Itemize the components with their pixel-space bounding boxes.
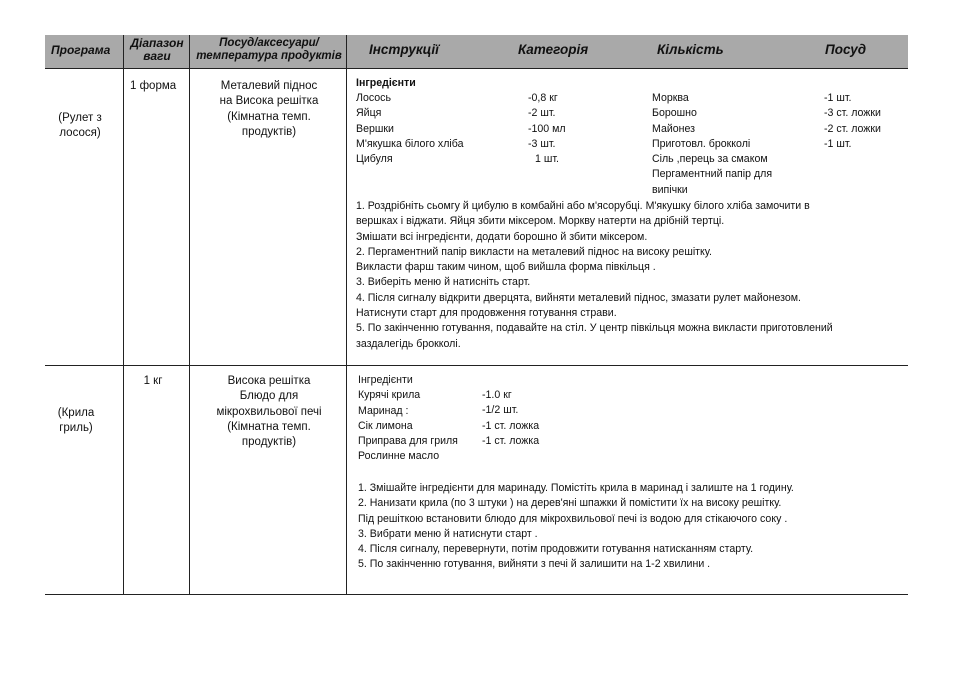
header-program: Програма [51,43,111,57]
ingredient-quantities: -0,8 кг -2 шт. -100 мл -3 шт. 1 шт. [528,92,566,166]
dishes-grilled-wings: Висока решітка Блюдо для мікрохвильової печі (Кімнатна темп. продуктів) [216,375,322,449]
weight-grilled-wings: 1 кг [143,375,163,387]
ingredients-title: Інгредієнти [356,77,416,89]
header-instructions: Інструкції [369,42,439,57]
table-bottom-line [45,594,908,595]
ingredient-list: Лосось Яйця Вершки М'якушка білого хліба Цибуля [356,92,464,166]
row-divider [45,365,908,366]
program-grilled-wings: (Крила гриль) [57,407,95,435]
header-cookware: Посуд [825,42,867,57]
ingredient-quantities: -1 шт. -3 ст. ложки -2 ст. ложки -1 шт. [824,92,881,150]
header-dishes: Посуд/аксесуари/ температура продуктів [196,37,342,62]
header-divider [45,68,908,69]
weight-salmon-roll: 1 форма [130,80,177,92]
header-quantity: Кількість [657,42,724,57]
ingredient-list: Морква Борошно Майонез Приготовл. брокколі Сіль ,перець за смаком Пергаментний папір для випічки [652,92,773,196]
ingredient-list: Інгредієнти Курячі крила Маринад : Сік лимона Приправа для гриля Рослинне масло [358,374,458,463]
ingredient-quantities: -1.0 кг -1/2 шт. -1 ст. ложка -1 ст. ложка [482,389,540,447]
header-weight-range: Діапазон ваги [130,36,184,63]
column-divider [123,35,124,595]
dishes-salmon-roll: Металевий піднос на Висока решітка (Кімнатна темп. продуктів) [219,80,319,138]
instruction-steps: 1. Роздрібніть сьомгу й цибулю в комбайні або м'ясорубці. М'якушку білого хліба замочити в вершках і віджати. Яйця збити міксером. Моркву натерти на дрібній тертці. Змішати всі інгредієнти, додати борошно й збити міксером. 2. Пергаментний папір викласти на металевий піднос на високу решітку. Викласти фарш таким чином, щоб вийшла форма півкільця . 3. Виберіть меню й натисніть старт. 4. Після сигналу відкрити дверцята, вийняти металевий піднос, змазати рулет майонезом. Натиснути старт для продовження готування страви. 5. По закінченню готування, подавайте на стіл. У центр півкільця можна викласти приготовлений заздалегідь брокколі. [356,200,833,350]
instruction-steps: 1. Змішайте інгредієнти для маринаду. Помістіть крила в маринад і залиште на 1 годину. 2. Нанизати крила (по 3 штуки ) на дерев'яні шпажки й помістити їх на високу решітку. Під решіткою встановити блюдо для мікрохвильової печі із водою для стікаючого соку . 3. Вибрати меню й натиснути старт . 4. Після сигналу, перевернути, потім продовжити готування натисканням старту. 5. По закінченню готування, вийняти з печі й залишити на 1-2 хвилини . [358,482,794,571]
header-category: Категорія [518,42,589,57]
program-salmon-roll: (Рулет з лосося) [58,112,102,140]
